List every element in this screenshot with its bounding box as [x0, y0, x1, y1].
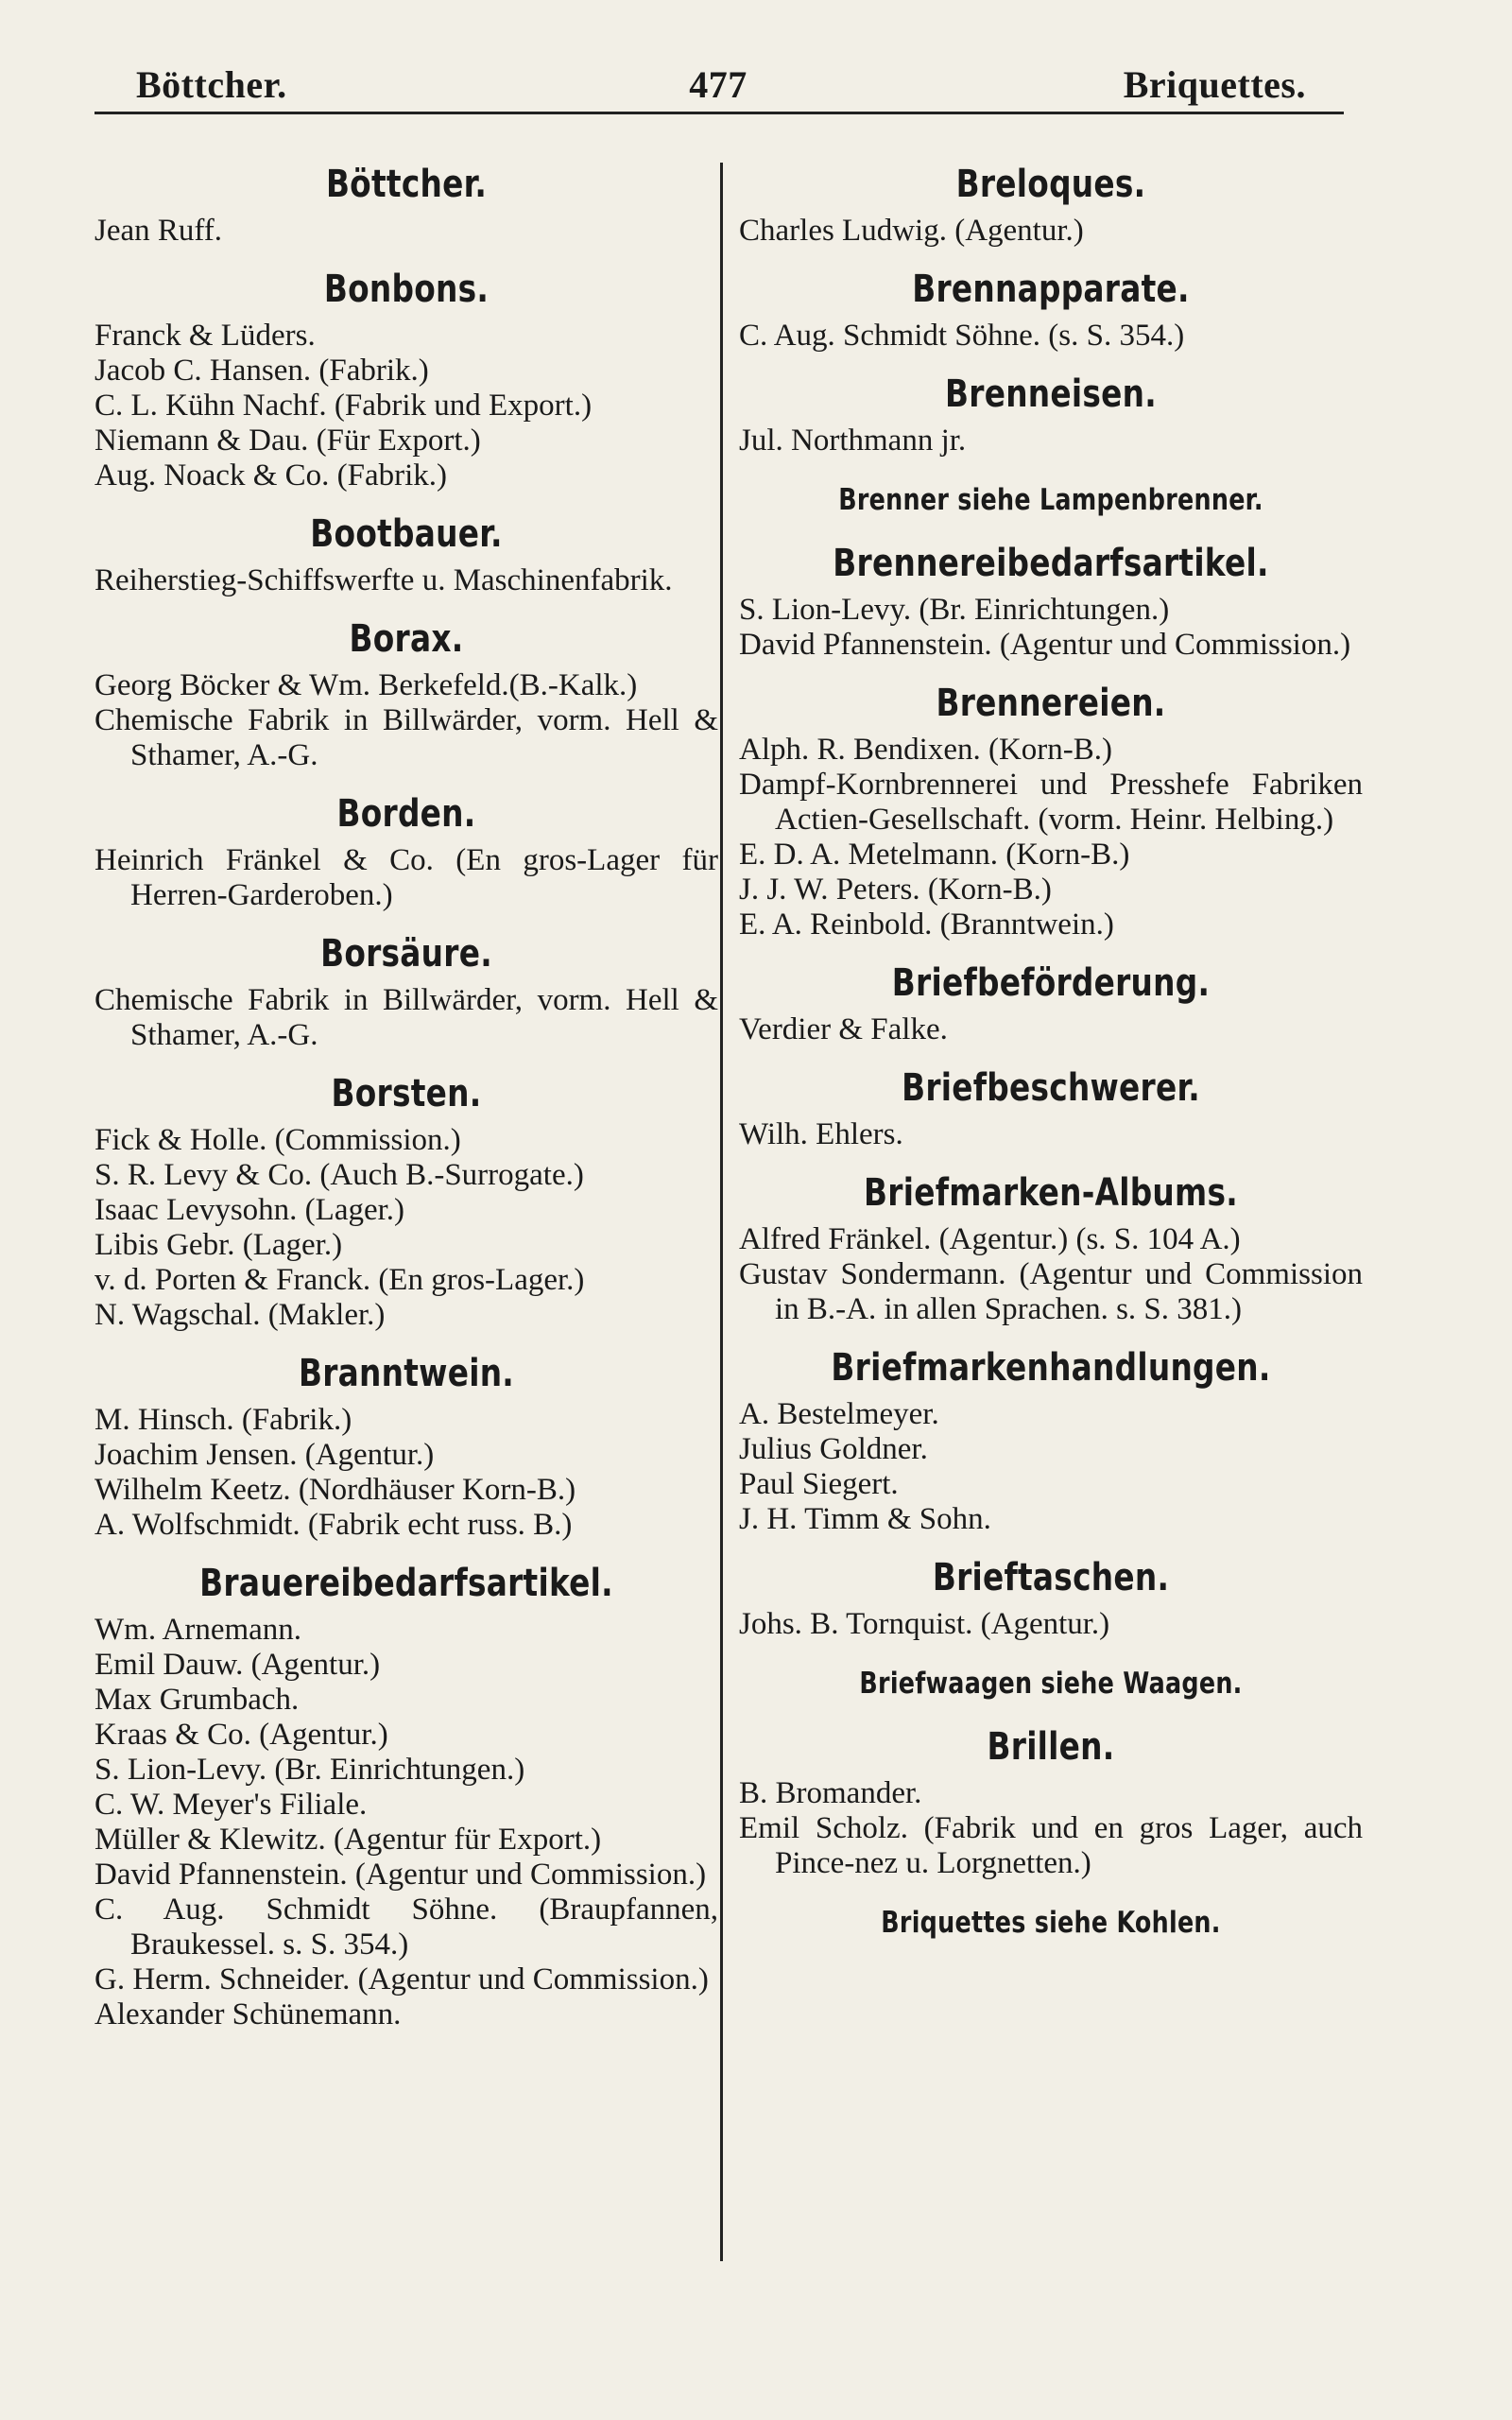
directory-section [739, 1344, 1363, 1554]
section-heading: Briquettes siehe Kohlen. [881, 1906, 1221, 1940]
directory-entry: Alexander Schünemann. [94, 1997, 402, 2031]
directory-section [94, 615, 718, 790]
directory-entry: G. Herm. Schneider. (Agentur und Commission.) [94, 1962, 709, 1996]
directory-entry: Reiherstieg-Schiffswerfte u. Maschinenfabrik. [94, 563, 673, 597]
running-head [94, 59, 1344, 114]
directory-entry: Julius Goldner. [739, 1432, 928, 1466]
column-divider [720, 163, 723, 2261]
directory-entry: Chemische Fabrik in Billwärder, vorm. Hell & Sthamer, A.-G. [94, 983, 718, 1052]
section-heading: Briefbeförderung. [891, 961, 1211, 1005]
section-heading: Branntwein. [298, 1352, 514, 1395]
directory-entry: A. Wolfschmidt. (Fabrik echt russ. B.) [94, 1508, 573, 1542]
section-heading: Brennereibedarfsartikel. [833, 542, 1269, 585]
directory-section [739, 1169, 1363, 1344]
directory-entry: E. A. Reinbold. (Branntwein.) [739, 908, 1114, 942]
directory-entry: S. R. Levy & Co. (Auch B.-Surrogate.) [94, 1158, 584, 1192]
running-head-right: Briquettes. [1123, 63, 1306, 106]
directory-entry: David Pfannenstein. (Agentur und Commission.) [94, 1858, 707, 1892]
directory-entry: v. d. Porten & Franck. (En gros-Lager.) [94, 1263, 585, 1297]
directory-entry: Fick & Holle. (Commission.) [94, 1123, 461, 1157]
directory-section [94, 510, 718, 615]
directory-section [739, 371, 1363, 475]
directory-section [739, 1554, 1363, 1659]
section-heading: Brauereibedarfsartikel. [199, 1562, 613, 1605]
section-heading: Briefbeschwerer. [902, 1066, 1200, 1110]
directory-entry: S. Lion-Levy. (Br. Einrichtungen.) [739, 593, 1170, 627]
directory-entry: Georg Böcker & Wm. Berkefeld.(B.-Kalk.) [94, 668, 638, 702]
directory-entry: Wilh. Ehlers. [739, 1117, 903, 1151]
directory-entry: Emil Dauw. (Agentur.) [94, 1648, 381, 1682]
page-number: 477 [689, 63, 747, 106]
directory-entry: C. W. Meyer's Filiale. [94, 1788, 368, 1822]
directory-section [739, 680, 1363, 959]
directory-entry: C. Aug. Schmidt Söhne. (s. S. 354.) [739, 319, 1185, 353]
directory-entry: Dampf-Kornbrennerei und Presshefe Fabriken Actien-Gesellschaft. (vorm. Heinr. Helbing.) [739, 768, 1363, 837]
section-heading: Briefmarken-Albums. [864, 1171, 1238, 1215]
directory-section [739, 1663, 1363, 1723]
directory-entry: N. Wagschal. (Makler.) [94, 1298, 386, 1332]
directory-entry: Jacob C. Hansen. (Fabrik.) [94, 354, 429, 388]
directory-entry: Heinrich Fränkel & Co. (En gros-Lager für Herren-Garderoben.) [94, 843, 718, 912]
directory-section [94, 930, 718, 1070]
section-heading: Brieftaschen. [932, 1556, 1170, 1599]
section-heading: Borden. [336, 792, 476, 836]
directory-entry: C. Aug. Schmidt Söhne. (Braupfannen, Braukessel. s. S. 354.) [94, 1893, 718, 1962]
section-heading: Brillen. [987, 1725, 1115, 1769]
section-heading: Brenneisen. [945, 372, 1157, 416]
directory-section [739, 161, 1363, 266]
directory-section [739, 540, 1363, 680]
directory-entry: Verdier & Falke. [739, 1012, 948, 1046]
directory-entry: Max Grumbach. [94, 1683, 300, 1717]
directory-section [94, 1070, 718, 1350]
section-heading: Breloques. [955, 163, 1146, 206]
section-heading: Brennapparate. [912, 268, 1190, 311]
directory-entry: David Pfannenstein. (Agentur und Commission.) [739, 628, 1351, 662]
directory-entry: Libis Gebr. (Lager.) [94, 1228, 343, 1262]
directory-entry: Alph. R. Bendixen. (Korn-B.) [739, 733, 1113, 767]
directory-entry: Niemann & Dau. (Für Export.) [94, 424, 481, 458]
directory-entry: Jean Ruff. [94, 214, 223, 248]
right-column [739, 161, 1363, 1962]
directory-entry: Müller & Klewitz. (Agentur für Export.) [94, 1823, 602, 1857]
directory-section [739, 959, 1363, 1064]
running-head-left: Böttcher. [136, 63, 287, 106]
directory-entry: Jul. Northmann jr. [739, 424, 967, 458]
directory-section [94, 1350, 718, 1560]
directory-entry: Emil Scholz. (Fabrik und en gros Lager, auch Pince-nez u. Lorgnetten.) [739, 1811, 1363, 1880]
directory-entry: Aug. Noack & Co. (Fabrik.) [94, 458, 448, 493]
directory-entry: Paul Siegert. [739, 1467, 899, 1501]
directory-entry: J. H. Timm & Sohn. [739, 1502, 991, 1536]
directory-entry: Joachim Jensen. (Agentur.) [94, 1438, 435, 1472]
directory-entry: Wm. Arnemann. [94, 1613, 302, 1647]
directory-entry: Johs. B. Tornquist. (Agentur.) [739, 1607, 1110, 1641]
directory-entry: C. L. Kühn Nachf. (Fabrik und Export.) [94, 389, 593, 423]
directory-entry: Kraas & Co. (Agentur.) [94, 1718, 388, 1752]
directory-entry: Franck & Lüders. [94, 319, 316, 353]
directory-entry: Wilhelm Keetz. (Nordhäuser Korn-B.) [94, 1473, 576, 1507]
directory-section [94, 1560, 718, 2049]
directory-entry: S. Lion-Levy. (Br. Einrichtungen.) [94, 1753, 525, 1787]
directory-entry: M. Hinsch. (Fabrik.) [94, 1403, 352, 1437]
section-heading: Borax. [349, 617, 464, 661]
section-heading: Bonbons. [323, 268, 490, 311]
section-heading: Brenner siehe Lampenbrenner. [838, 483, 1263, 517]
directory-entry: Charles Ludwig. (Agentur.) [739, 214, 1084, 248]
directory-entry: J. J. W. Peters. (Korn-B.) [739, 873, 1052, 907]
section-heading: Borsäure. [320, 932, 492, 976]
directory-entry: A. Bestelmeyer. [739, 1397, 939, 1431]
directory-entry: Alfred Fränkel. (Agentur.) (s. S. 104 A.) [739, 1222, 1241, 1256]
left-column [94, 161, 718, 2049]
directory-section [739, 266, 1363, 371]
directory-entry: Isaac Levysohn. (Lager.) [94, 1193, 405, 1227]
section-heading: Briefwaagen siehe Waagen. [859, 1667, 1243, 1701]
directory-section [94, 161, 718, 266]
section-heading: Brennereien. [936, 682, 1166, 725]
directory-section [94, 266, 718, 510]
section-heading: Borsten. [331, 1072, 482, 1115]
section-heading: Bootbauer. [310, 512, 503, 556]
directory-entry: E. D. A. Metelmann. (Korn-B.) [739, 838, 1130, 872]
directory-section [739, 479, 1363, 540]
section-heading: Briefmarkenhandlungen. [831, 1346, 1271, 1390]
directory-entry: Gustav Sondermann. (Agentur und Commission in B.-A. in allen Sprachen. s. S. 381.) [739, 1257, 1363, 1326]
directory-section [94, 790, 718, 930]
directory-section [739, 1723, 1363, 1898]
section-heading: Böttcher. [325, 163, 488, 206]
directory-entry: Chemische Fabrik in Billwärder, vorm. Hell & Sthamer, A.-G. [94, 703, 718, 772]
directory-section [739, 1902, 1363, 1962]
directory-section [739, 1064, 1363, 1169]
directory-entry: B. Bromander. [739, 1776, 922, 1810]
